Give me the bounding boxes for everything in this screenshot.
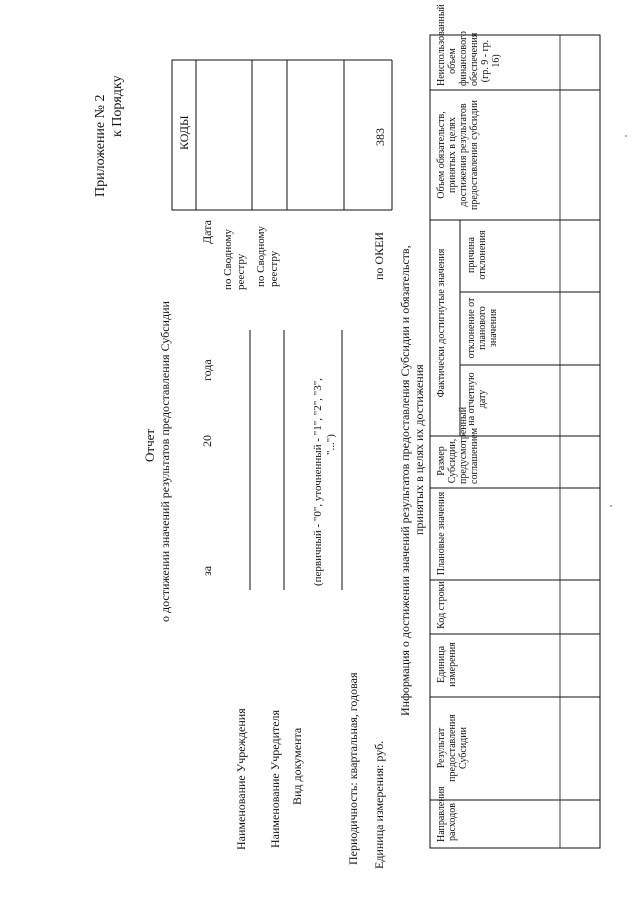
field-periodicity: Периодичность: квартальная, годовая (346, 672, 360, 865)
table-title-line1: Информация о достижении значений результатов предоставления Субсидии и обязательств, (398, 245, 412, 716)
report-subtitle: о достижении значений результатов предоставления Субсидии (158, 301, 172, 622)
period-prefix: за (200, 565, 214, 576)
scan-speck (610, 505, 612, 507)
scan-speck (625, 135, 627, 137)
field-doctype-hint-2: "...") (325, 434, 337, 455)
col-size: Размер Субсидии, предусмотренный соглашением (436, 406, 480, 484)
period-suffix: года (200, 359, 214, 381)
table-title-line2: принятых в целях их достижения (412, 364, 426, 535)
col-unused: Неиспользованный объем финансового обеспечения (гр. 9 - гр. 16) (436, 4, 502, 86)
field-doctype-label: Вид документа (290, 727, 304, 805)
field-founder-label: Наименование Учредителя (268, 709, 282, 848)
field-unit: Единица измерения: руб. (372, 740, 386, 869)
codes-header: КОДЫ (177, 115, 191, 150)
field-doctype-hint-1: (первичный - "0", уточненный - "1", "2", "3", (312, 378, 324, 586)
col-obligations: Объем обязательств, принятых в целях достижения результатов предоставления субсидии (436, 99, 480, 211)
appendix-title: Приложение № 2 (93, 94, 108, 197)
field-institution-label: Наименование Учреждения (234, 708, 248, 850)
col-direction: Направления расходов (436, 786, 458, 842)
codes-svod2-label: по Сводному реестру (255, 225, 280, 287)
col-fact-deviation: отклонение от планового значения (466, 297, 499, 359)
col-fact-date: на отчетную дату (466, 372, 488, 426)
col-fact-reason: причина отклонения (466, 230, 488, 280)
col-plan: Плановые значения (436, 491, 447, 576)
col-unit: Единица измерения (436, 642, 458, 687)
report-title: Отчет (142, 428, 157, 462)
col-result: Результат предоставления Субсидии (436, 714, 469, 782)
codes-okei-value: 383 (373, 128, 387, 146)
period-year: 20 (200, 435, 214, 447)
codes-svod1-label: по Сводному реестру (222, 228, 247, 290)
col-fact: Фактически достигнутые значения (436, 248, 447, 398)
appendix-subtitle: к Порядку (110, 75, 125, 137)
col-code: Код строки (436, 581, 447, 629)
codes-date-label: Дата (200, 220, 214, 244)
codes-okei-label: по ОКЕИ (372, 231, 386, 280)
